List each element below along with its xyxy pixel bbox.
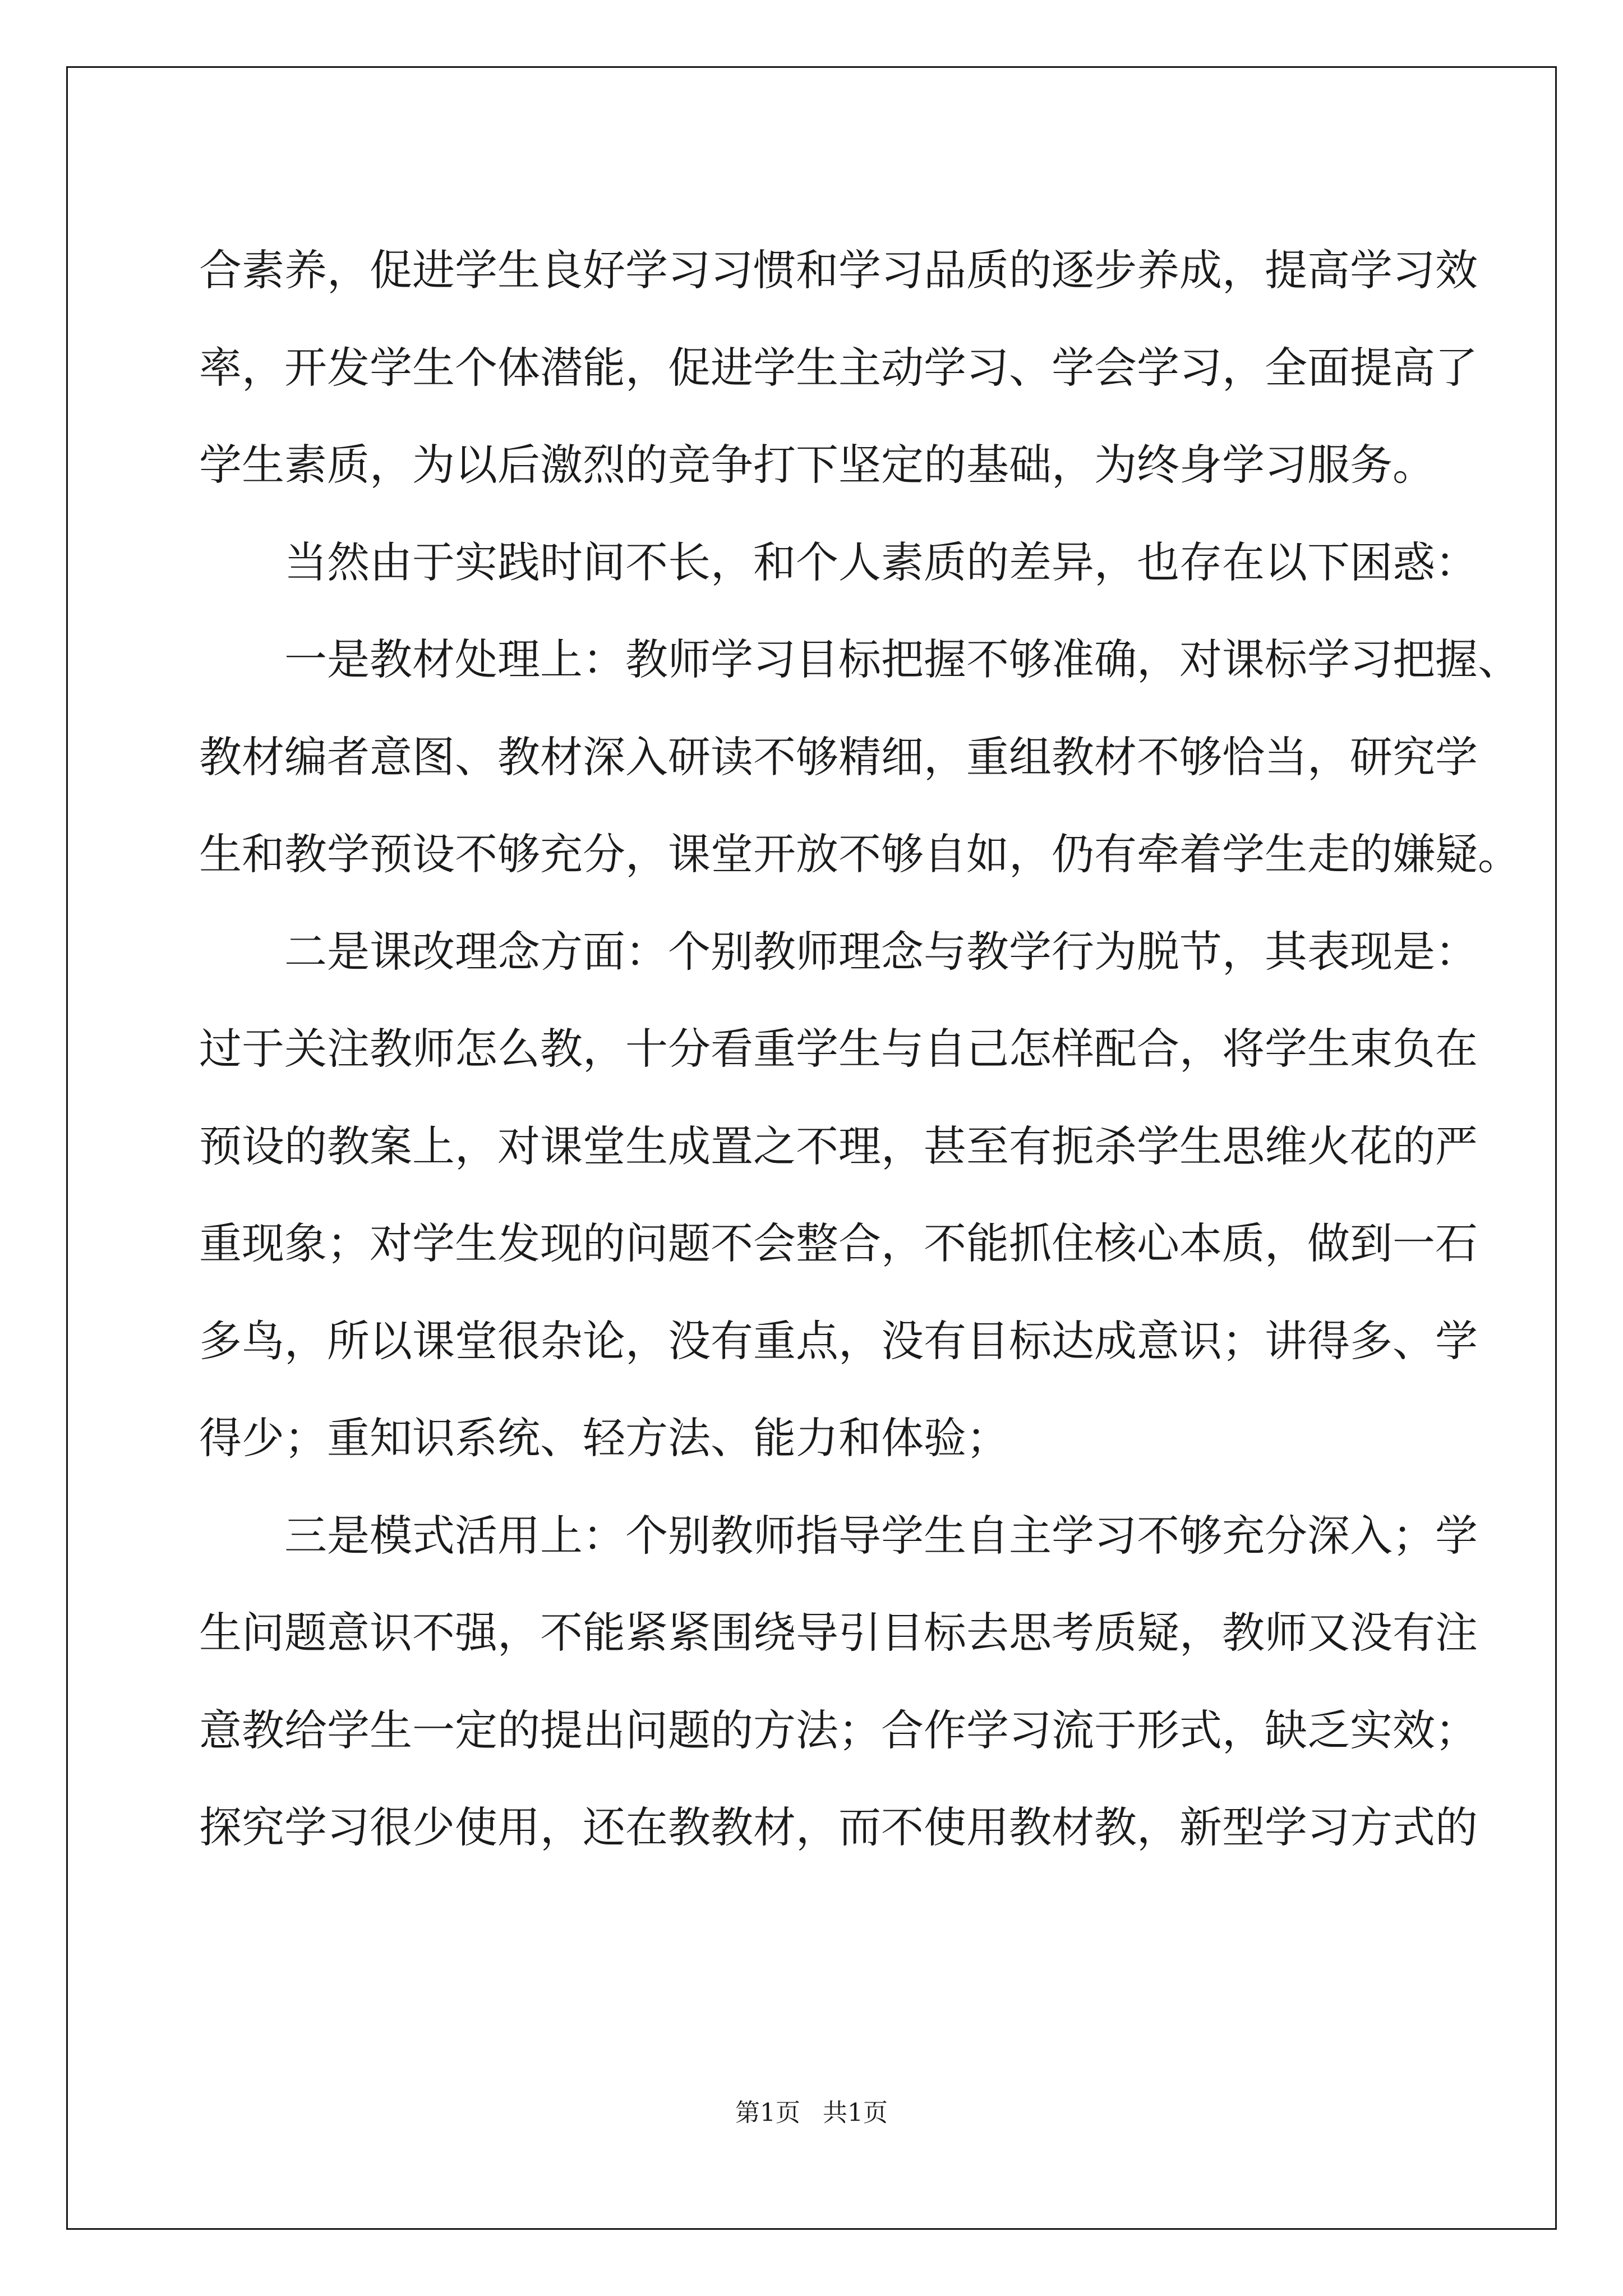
text-line: 学生素质，为以后激烈的竞争打下坚定的基础，为终身学习服务。	[199, 440, 1435, 490]
paragraph	[199, 222, 1478, 514]
text-line: 一是教材处理上：教师学习目标把握不够准确，对课标学习把握、	[284, 634, 1520, 684]
page-count: 共1页	[823, 2099, 888, 2127]
text-line: 意教给学生一定的提出问题的方法；合作学习流于形式，缺乏实效；	[199, 1705, 1478, 1755]
paragraph	[199, 1487, 1478, 1876]
text-line: 率，开发学生个体潜能，促进学生主动学习、学会学习，全面提高了	[199, 342, 1478, 393]
text-line: 过于关注教师怎么教，十分看重学生与自己怎样配合，将学生束负在	[199, 1024, 1478, 1074]
text-line: 重现象；对学生发现的问题不会整合，不能抓住核心本质，做到一石	[199, 1218, 1478, 1268]
paragraph	[199, 514, 1478, 611]
text-line: 多鸟，所以课堂很杂论，没有重点，没有目标达成意识；讲得多、学	[199, 1315, 1478, 1366]
text-line: 预设的教案上，对课堂生成置之不理，甚至有扼杀学生思维火花的严	[199, 1121, 1478, 1171]
text-line: 生问题意识不强，不能紧紧围绕导引目标去思考质疑，教师又没有注	[199, 1608, 1478, 1658]
text-line: 教材编者意图、教材深入研读不够精细，重组教材不够恰当，研究学	[199, 731, 1478, 782]
text-line: 合素养，促进学生良好学习习惯和学习品质的逐步养成，提高学习效	[199, 245, 1478, 295]
text-line: 当然由于实践时间不长，和个人素质的差异，也存在以下困惑：	[284, 537, 1478, 587]
text-line: 探究学习很少使用，还在教教材，而不使用教材教，新型学习方式的	[199, 1802, 1478, 1852]
page-footer	[0, 2092, 1623, 2128]
text-line: 得少；重知识系统、轻方法、能力和体验；	[199, 1413, 1009, 1463]
text-line: 三是模式活用上：个别教师指导学生自主学习不够充分深入；学	[284, 1510, 1478, 1561]
text-line: 生和教学预设不够充分，课堂开放不够自如，仍有牵着学生走的嫌疑。	[199, 829, 1520, 879]
document-body	[199, 222, 1520, 1876]
text-line: 二是课改理念方面：个别教师理念与教学行为脱节，其表现是：	[284, 926, 1478, 977]
paragraph	[199, 611, 1520, 903]
page-number: 第1页	[735, 2099, 800, 2127]
paragraph	[199, 903, 1478, 1487]
